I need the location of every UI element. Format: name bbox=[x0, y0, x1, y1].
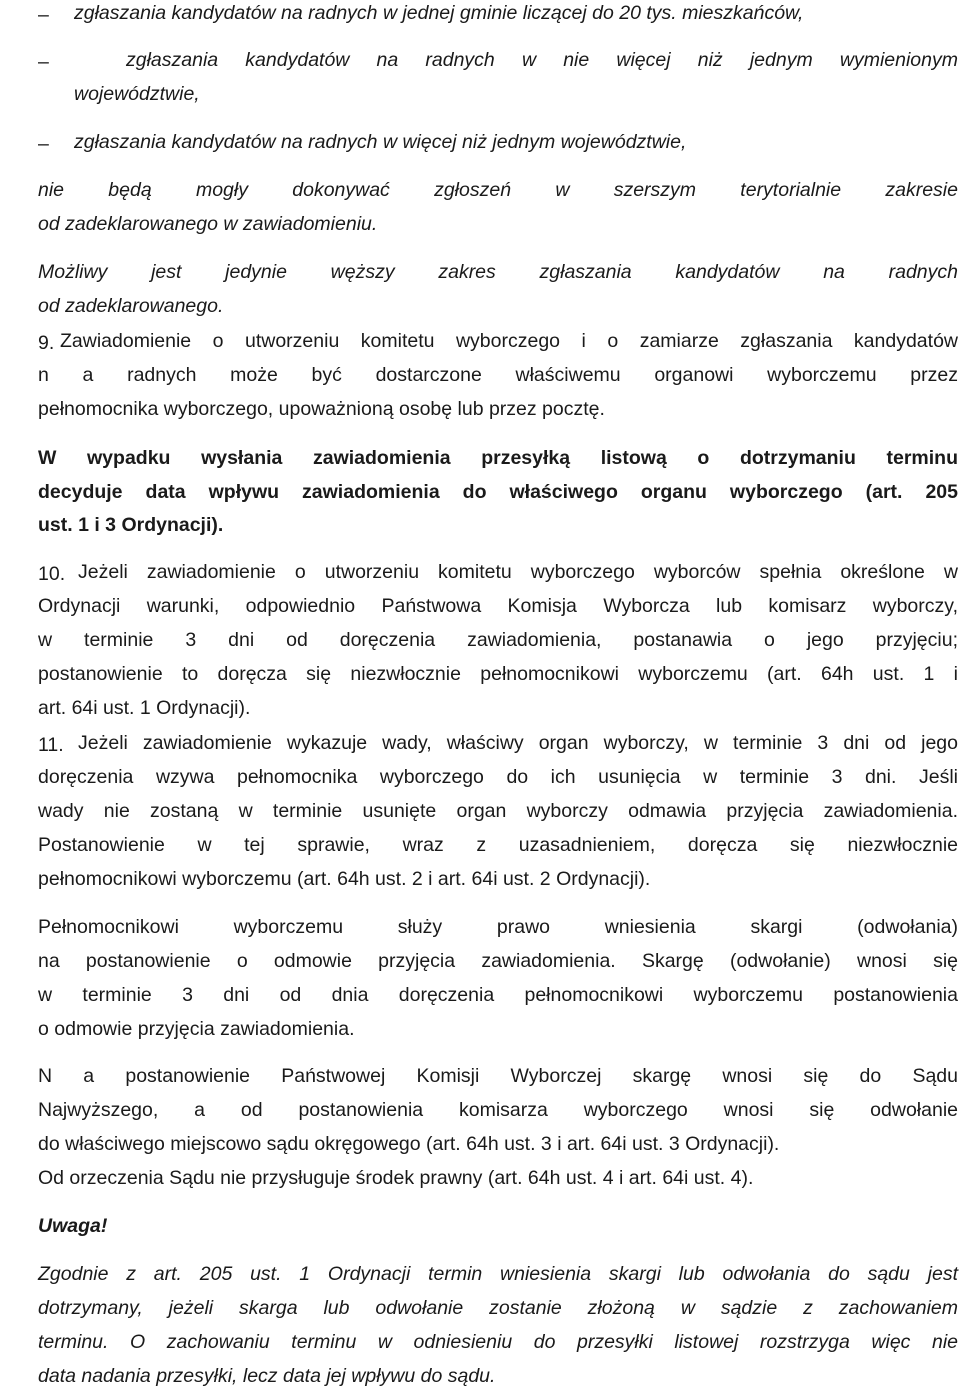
item-line: w terminie 3 dni od doręczenia zawiadomienia, postanawia o jego przyjęciu; bbox=[38, 629, 958, 651]
paragraph-line: od zadeklarowanego. bbox=[38, 295, 224, 317]
paragraph-line: Pełnomocnikowi wyborczemu służy prawo wniesienia skargi (odwołania) bbox=[38, 916, 958, 938]
item-line: pełnomocnika wyborczego, upoważnioną osobę lub przez pocztę. bbox=[38, 398, 605, 420]
paragraph-line: N a postanowienie Państwowej Komisji Wyborczej skargę wnosi się do Sądu bbox=[38, 1065, 958, 1087]
list-dash: – bbox=[38, 51, 49, 73]
item-number: 9. bbox=[38, 332, 55, 354]
paragraph-line: w terminie 3 dni od dnia doręczenia pełnomocnikowi wyborczemu postanowienia bbox=[38, 984, 958, 1006]
item-line: Jeżeli zawiadomienie o utworzeniu komitetu wyborczego wyborców spełnia określone w bbox=[78, 561, 958, 583]
paragraph-line: od zadeklarowanego w zawiadomieniu. bbox=[38, 213, 378, 235]
item-line: postanowienie to doręcza się niezwłocznie pełnomocnikowi wyborczemu (art. 64h ust. 1 i bbox=[38, 663, 958, 685]
paragraph-line: terminu. O zachowaniu terminu w odniesieniu do przesyłki listowej rozstrzyga więc nie bbox=[38, 1331, 958, 1353]
list-item-line: zgłaszania kandydatów na radnych w więcej niż jednym województwie, bbox=[74, 131, 687, 153]
paragraph-line: Zgodnie z art. 205 ust. 1 Ordynacji termin wniesienia skargi lub odwołania do sądu jest bbox=[38, 1263, 958, 1285]
paragraph-line: W wypadku wysłania zawiadomienia przesyłką listową o dotrzymaniu terminu bbox=[38, 447, 958, 469]
paragraph-od-orzeczenia: Od orzeczenia Sądu nie przysługuje środek prawny (art. 64h ust. 4 i art. 64i ust. 4). bbox=[38, 1167, 754, 1189]
list-item-line: województwie, bbox=[74, 83, 200, 105]
paragraph-line: o odmowie przyjęcia zawiadomienia. bbox=[38, 1018, 355, 1040]
item-number: 11. bbox=[38, 734, 64, 756]
list-item-line: zgłaszania kandydatów na radnych w nie więcej niż jednym wymienionym bbox=[126, 49, 958, 71]
item-line: wady nie zostaną w terminie usunięte organ wyborczy odmawia przyjęcia zawiadomienia. bbox=[38, 800, 958, 822]
item-line: Ordynacji warunki, odpowiednio Państwowa Komisja Wyborcza lub komisarz wyborczy, bbox=[38, 595, 958, 617]
item-number: 10. bbox=[38, 563, 66, 585]
list-dash: – bbox=[38, 133, 49, 155]
paragraph-line: do właściwego miejscowo sądu okręgowego (art. 64h ust. 3 i art. 64i ust. 3 Ordynacji). bbox=[38, 1133, 780, 1155]
item-line: doręczenia wzywa pełnomocnika wyborczego do ich usunięcia w terminie 3 dni. Jeśli bbox=[38, 766, 958, 788]
item-line: n a radnych może być dostarczone właściwemu organowi wyborczemu przez bbox=[38, 364, 958, 386]
item-line: pełnomocnikowi wyborczemu (art. 64h ust. 2 i art. 64i ust. 2 Ordynacji). bbox=[38, 868, 651, 890]
list-dash: – bbox=[38, 4, 49, 26]
paragraph-line: na postanowienie o odmowie przyjęcia zawiadomienia. Skargę (odwołanie) wnosi się bbox=[38, 950, 958, 972]
paragraph-line: dotrzymany, jeżeli skarga lub odwołanie zostanie złożoną w sądzie z zachowaniem bbox=[38, 1297, 958, 1319]
paragraph-line: ust. 1 i 3 Ordynacji). bbox=[38, 514, 224, 536]
paragraph-line: Możliwy jest jedynie węższy zakres zgłaszania kandydatów na radnych bbox=[38, 261, 958, 283]
item-line: art. 64i ust. 1 Ordynacji). bbox=[38, 697, 251, 719]
paragraph-line: Najwyższego, a od postanowienia komisarza wyborczego wnosi się odwołanie bbox=[38, 1099, 958, 1121]
item-line: Zawiadomienie o utworzeniu komitetu wyborczego i o zamiarze zgłaszania kandydatów bbox=[60, 330, 958, 352]
uwaga-heading: Uwaga! bbox=[38, 1215, 108, 1237]
item-line: Jeżeli zawiadomienie wykazuje wady, właściwy organ wyborczy, w terminie 3 dni od jego bbox=[78, 732, 958, 754]
paragraph-line: decyduje data wpływu zawiadomienia do właściwego organu wyborczego (art. 205 bbox=[38, 481, 958, 503]
item-line: Postanowienie w tej sprawie, wraz z uzasadnieniem, doręcza się niezwłocznie bbox=[38, 834, 958, 856]
paragraph-line: nie będą mogły dokonywać zgłoszeń w szerszym terytorialnie zakresie bbox=[38, 179, 958, 201]
list-item-line: zgłaszania kandydatów na radnych w jednej gminie liczącej do 20 tys. mieszkańców, bbox=[74, 2, 804, 24]
paragraph-line: data nadania przesyłki, lecz data jej wpływu do sądu. bbox=[38, 1365, 496, 1387]
